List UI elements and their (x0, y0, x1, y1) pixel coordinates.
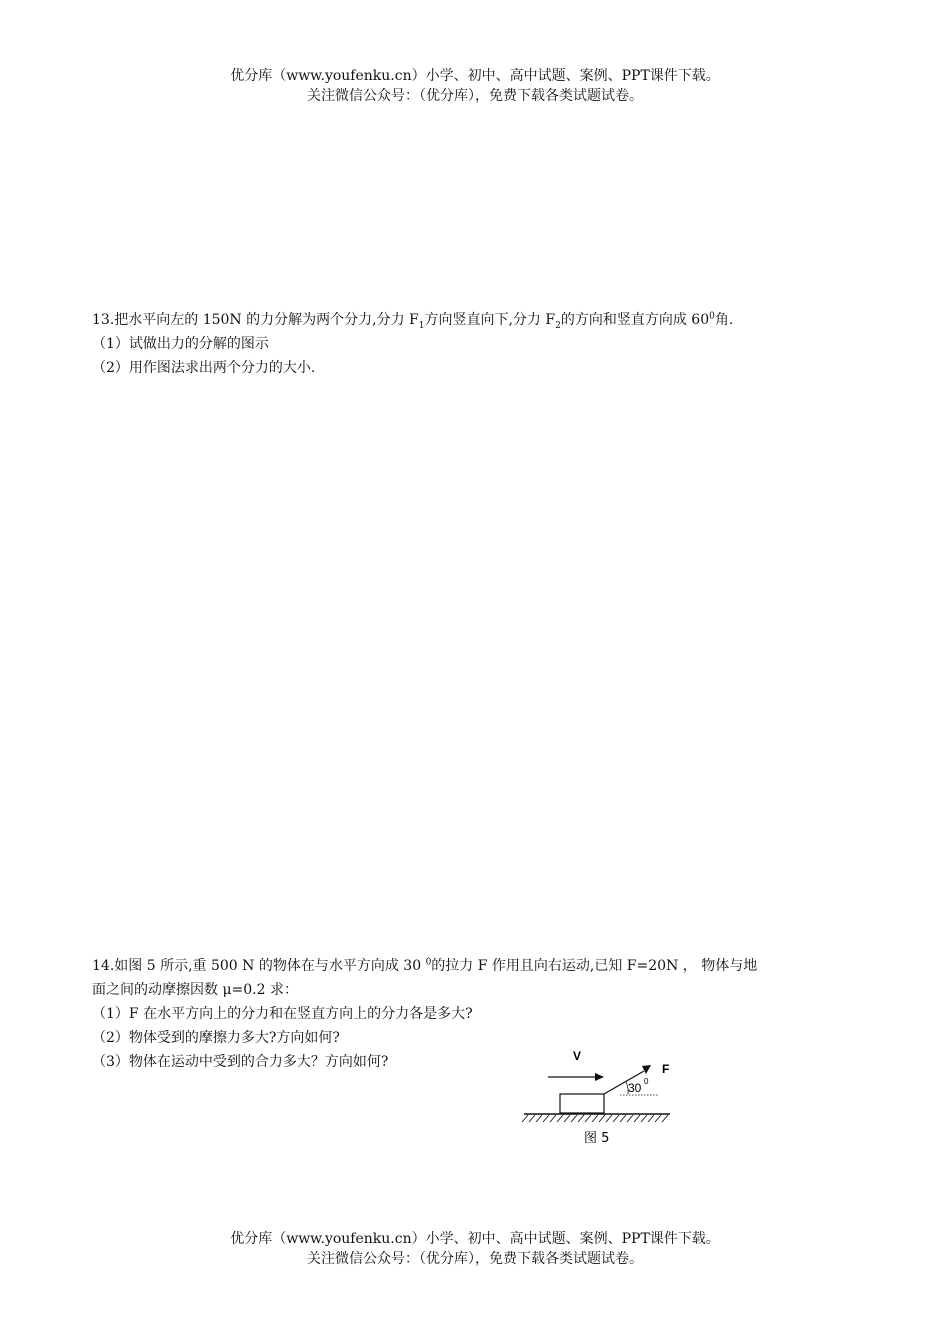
degree-superscript: 0 (425, 957, 432, 968)
header-line-2: 关注微信公众号：（优分库），免费下载各类试题试卷。 (307, 88, 643, 104)
header-line-1: 优分库（www.youfenku.cn）小学、初中、高中试题、案例、PPT课件下载。 (230, 68, 720, 84)
velocity-arrowhead (595, 1073, 604, 1081)
angle-degree: 0 (644, 1077, 649, 1086)
hatch-mark (536, 1115, 542, 1122)
page-footer (0, 1229, 950, 1269)
hatch-mark (606, 1115, 612, 1122)
hatch-mark (585, 1115, 591, 1122)
question-14-part-1: （1）F 在水平方向上的分力和在竖直方向上的分力各是多大? (92, 1006, 473, 1022)
question-14-stem (92, 954, 862, 978)
hatch-mark (641, 1115, 647, 1122)
footer-line-2: 关注微信公众号：（优分库），免费下载各类试题试卷。 (307, 1251, 643, 1267)
figure-caption: 图 5 (584, 1131, 610, 1146)
footer-line-1: 优分库（www.youfenku.cn）小学、初中、高中试题、案例、PPT课件下载。 (230, 1231, 720, 1247)
hatch-mark (613, 1115, 619, 1122)
q14-stem-part-a: 14.如图 5 所示,重 500 N 的物体在与水平方向成 30 (92, 958, 426, 974)
hatch-mark (550, 1115, 556, 1122)
block (560, 1094, 604, 1113)
q13-stem-part-b: 方向竖直向下,分力 F (424, 312, 556, 328)
hatch-mark (655, 1115, 661, 1122)
question-14-part-3: （3）物体在运动中受到的合力多大？方向如何? (92, 1054, 389, 1070)
q14-stem-part-b: 的拉力 F 作用且向右运动,已知 F=20N ， 物体与地 (431, 958, 758, 974)
hatch-mark (634, 1115, 640, 1122)
q13-stem-part-a: 13.把水平向左的 150N 的力分解为两个分力,分力 F (92, 312, 419, 328)
f2-subscript: 2 (555, 320, 561, 331)
question-13 (92, 308, 862, 380)
question-14 (92, 954, 862, 1074)
hatch-mark (620, 1115, 626, 1122)
force-arrowhead (642, 1065, 651, 1074)
hatch-mark (571, 1115, 577, 1122)
hatch-mark (557, 1115, 563, 1122)
hatch-mark (648, 1115, 654, 1122)
angle-label: 30 (628, 1081, 642, 1095)
hatch-mark (564, 1115, 570, 1122)
velocity-label: V (573, 1049, 582, 1063)
question-14-part-2: （2）物体受到的摩擦力多大?方向如何? (92, 1030, 340, 1046)
hatch-mark (662, 1115, 668, 1122)
hatch-mark (578, 1115, 584, 1122)
question-13-stem (92, 308, 862, 332)
force-label: F (662, 1062, 670, 1076)
hatch-mark (522, 1115, 528, 1122)
hatch-mark (543, 1115, 549, 1122)
f1-subscript: 1 (418, 320, 425, 331)
hatch-mark (599, 1115, 605, 1122)
hatch-mark (529, 1115, 535, 1122)
q13-stem-part-d: 角. (714, 312, 734, 328)
page-header (0, 66, 950, 106)
figure-5 (518, 1046, 678, 1154)
question-13-part-1: （1）试做出力的分解的图示 (92, 336, 269, 352)
ground-hatching (522, 1115, 668, 1122)
degree-superscript: 0 (709, 311, 715, 322)
q13-stem-part-c: 的方向和竖直方向成 60 (560, 312, 710, 328)
hatch-mark (592, 1115, 598, 1122)
hatch-mark (627, 1115, 633, 1122)
question-13-part-2: （2）用作图法求出两个分力的大小. (92, 360, 316, 376)
question-14-stem-line-2: 面之间的动摩擦因数 μ=0.2 求： (92, 982, 298, 998)
